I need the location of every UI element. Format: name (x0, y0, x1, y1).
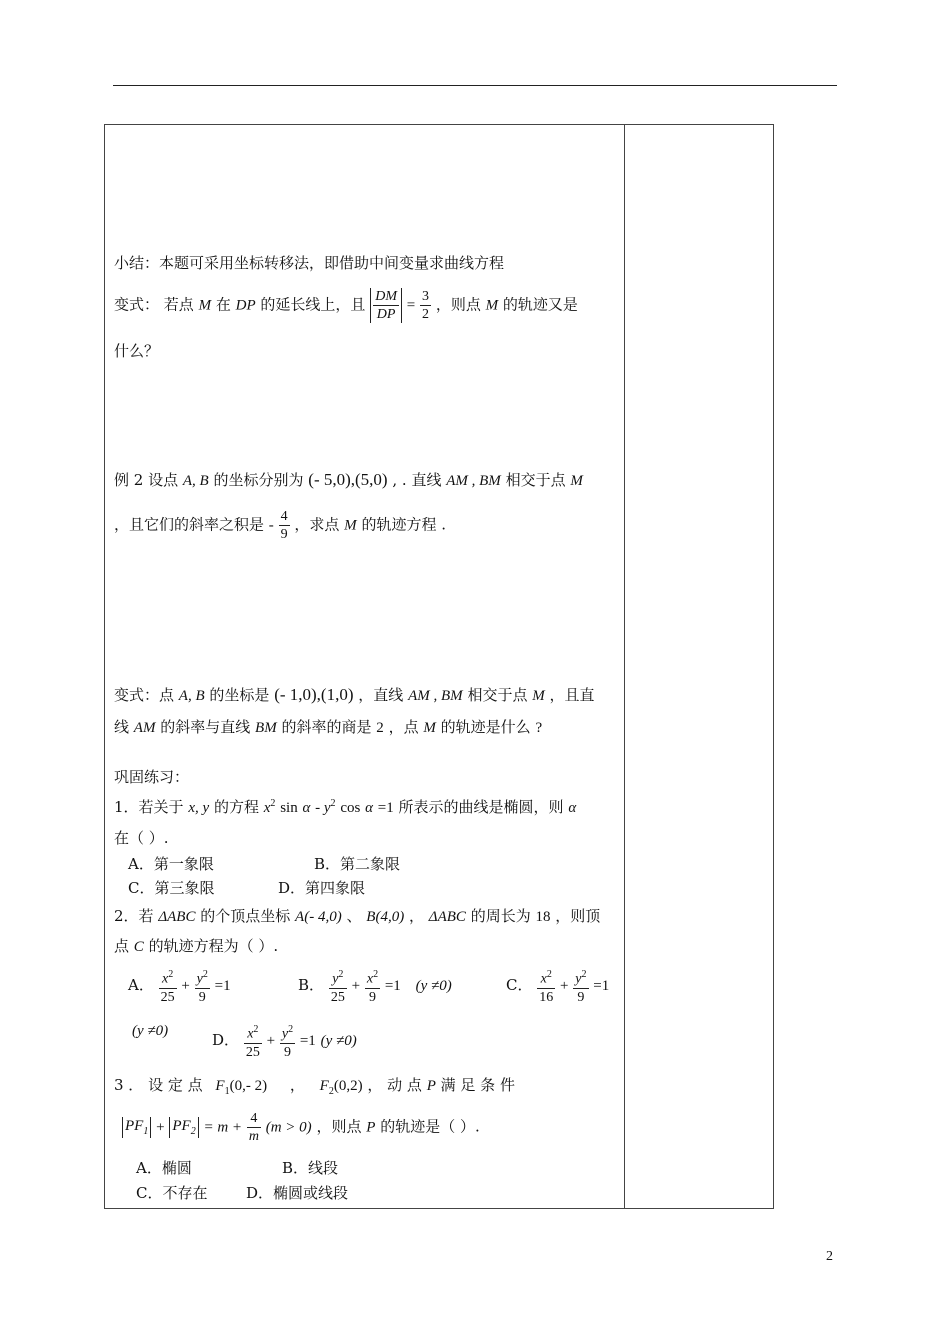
q1-option-c: C．第三象限 (128, 879, 215, 897)
slope-product: $\frac{4}{9}$ (280, 509, 288, 542)
q2-option-a: A． $\frac{x^2}{25}$ + $\frac{y^2}{9}$ =1 (128, 966, 231, 1006)
q3-line2: $PF_1 + PF_2 = m$ + $\frac{4}{m}$ (m > 0) ，则点 P 的轨迹是（ ）. (122, 1110, 480, 1145)
q3-option-d: D．椭圆或线段 (246, 1184, 349, 1202)
content-table (104, 124, 774, 1209)
example2-line1: 例 2 设点 A, B 的坐标分别为 (- 5,0),(5,0) , . 直线 AM , BM 相交于点 M (114, 470, 583, 489)
q2-option-b: B． $\frac{y^2}{25}$ + $\frac{x^2}{9}$ =1 (y ≠0) (298, 966, 452, 1006)
variant2-line2: 线 AM 的斜率与直线 BM 的斜率的商是 2 ，点 M 的轨迹是什么 ? (114, 718, 543, 736)
example2-line2: ，且它们的斜率之积是 - $\frac{4}{9}$ ，求点 M 的轨迹方程 . (114, 509, 446, 542)
q1-option-a: A．第一象限 (128, 855, 214, 873)
variant1-line2: 什么？ (114, 342, 160, 360)
ratio-value: $\frac{3}{2}$ (422, 289, 430, 322)
q3-option-c: C．不存在 (136, 1184, 208, 1202)
q3-line1: 3 ． 设 定 点 $F_1(0,-$ 2) ， $F_2(0,2)$ ， 动 点 P 满 足 条 件 (114, 1076, 515, 1097)
variant1-line1: 变式： 若点 M 在 DP 的延长线上，且 $\frac{DM}{DP}$ = $\frac{3}{2}$ ，则点 M 的轨迹又是 (114, 289, 578, 322)
q2-line1: 2．若 ΔABC 的个顶点坐标 A(- 4,0) 、 B(4,0) ， ΔABC 的周长为 18 ，则顶 (114, 907, 601, 925)
q1-option-d: D．第四象限 (278, 879, 366, 897)
q1-line1: 1．若关于 x, y 的方程 $x^2$ sin α - $y^2$ cos α =1 所表示的曲线是椭圆，则 α (114, 798, 577, 816)
practice-title: 巩固练习： (114, 768, 190, 786)
q1-option-b: B．第二象限 (314, 855, 401, 873)
summary-text: 小结：本题可采用坐标转移法，即借助中间变量求曲线方程 (114, 254, 505, 272)
header-rule (113, 85, 837, 86)
q3-option-b: B．线段 (282, 1159, 339, 1177)
q1-line2: 在（ ）. (114, 829, 169, 847)
page-number: 2 (826, 1249, 833, 1264)
q2-option-c-condition: (y ≠0) (132, 1023, 169, 1039)
abs-ratio: $\frac{DM}{DP}$ (370, 288, 402, 323)
table-column-divider (624, 124, 625, 1209)
variant2-line1: 变式：点 A, B 的坐标是 (- 1,0),(1,0) ，直线 AM , BM 相交于点 M ，且直 (114, 685, 595, 704)
q2-line2: 点 C 的轨迹方程为（ ）. (114, 937, 279, 955)
q2-option-d: D． $\frac{x^2}{25}$ + $\frac{y^2}{9}$ =1 (y ≠0) (212, 1021, 357, 1061)
q3-option-a: A．椭圆 (136, 1159, 192, 1177)
q2-option-c: C． $\frac{x^2}{16}$ + $\frac{y^2}{9}$ =1 (506, 966, 609, 1006)
